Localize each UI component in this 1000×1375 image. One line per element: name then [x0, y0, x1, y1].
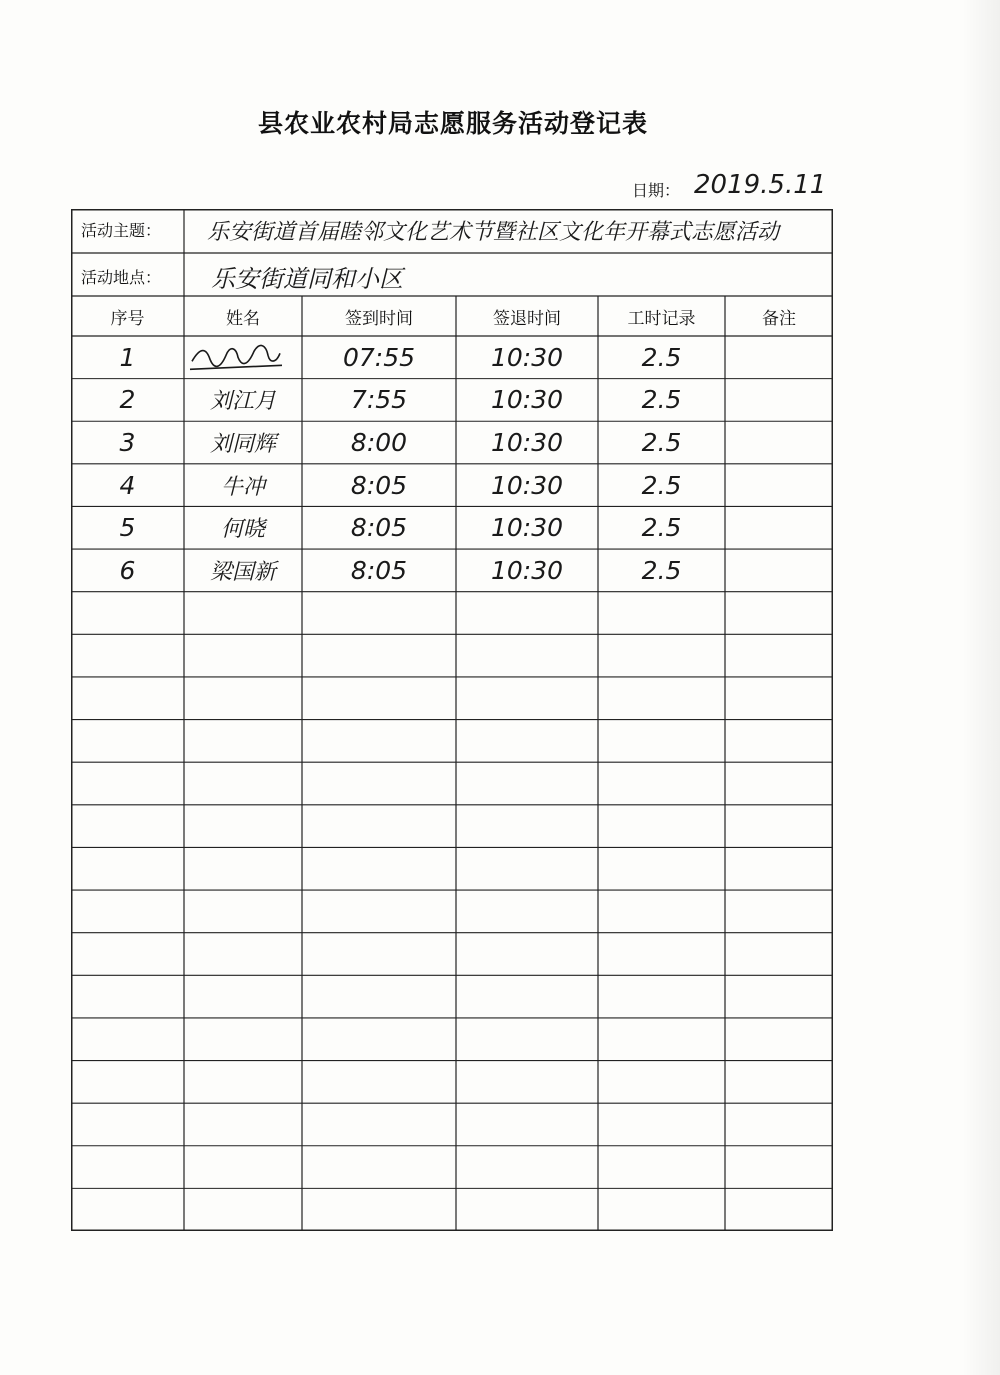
table-cell-hours-record: 2.5	[641, 342, 682, 372]
table-cell-sign-out-time: 10:30	[490, 470, 564, 500]
table-cell-volunteer-name: 梁国新	[209, 559, 276, 585]
table-cell-remarks	[725, 421, 833, 464]
column-header: 备注	[762, 308, 796, 329]
table-cell-remarks	[725, 336, 833, 379]
table-cell-row-number: 3	[119, 428, 136, 458]
table-cell-sign-in-time: 8:00	[350, 428, 408, 458]
table-cell-row-number: 4	[119, 470, 136, 500]
table-cell-remarks	[725, 549, 833, 592]
table-cell-remarks	[725, 464, 833, 507]
table-cell-sign-out-time: 10:30	[490, 555, 564, 585]
date-value: 2019.5.11	[694, 170, 827, 200]
table-cell-sign-in-time: 07:55	[342, 342, 416, 372]
column-header: 签退时间	[493, 308, 561, 329]
table-cell-volunteer-name: 刘江月	[209, 389, 276, 415]
column-header: 签到时间	[345, 308, 413, 329]
activity-location-label: 活动地点：	[81, 267, 162, 287]
table-cell-hours-record: 2.5	[641, 555, 682, 585]
table-cell-hours-record: 2.5	[641, 513, 682, 543]
activity-location-value: 乐安街道同和小区	[211, 264, 403, 293]
activity-topic-value: 乐安街道首届睦邻文化艺术节暨社区文化年开幕式志愿活动	[207, 219, 780, 245]
column-header: 姓名	[226, 308, 260, 329]
table-cell-row-number: 1	[119, 342, 136, 372]
table-cell-sign-out-time: 10:30	[490, 385, 564, 415]
table-cell-sign-in-time: 7:55	[350, 385, 408, 415]
activity-topic-label: 活动主题：	[81, 220, 162, 240]
table-cell-row-number: 6	[119, 555, 136, 585]
table-cell-sign-out-time: 10:30	[490, 513, 564, 543]
table-cell-hours-record: 2.5	[641, 470, 682, 500]
form-title: 县农业农村局志愿服务活动登记表	[257, 109, 648, 138]
registration-table	[71, 209, 833, 1231]
date-label: 日期：	[632, 181, 681, 200]
table-cell-remarks	[725, 506, 833, 549]
table-cell-hours-record: 2.5	[641, 385, 682, 415]
column-header: 序号	[110, 308, 145, 329]
table-cell-row-number: 2	[119, 385, 136, 415]
table-cell-volunteer-name: 牛冲	[220, 474, 265, 500]
page-edge-shadow	[962, 0, 1000, 1375]
table-cell-sign-in-time: 8:05	[350, 555, 408, 585]
table-cell-remarks	[725, 379, 833, 422]
table-cell-volunteer-name: 刘同辉	[209, 432, 276, 458]
table-cell-volunteer-name	[184, 336, 302, 379]
column-header: 工时记录	[627, 308, 696, 329]
table-cell-hours-record: 2.5	[641, 428, 682, 458]
table-cell-sign-in-time: 8:05	[350, 470, 408, 500]
table-cell-volunteer-name: 何晓	[220, 517, 265, 543]
table-cell-sign-in-time: 8:05	[350, 513, 408, 543]
table-cell-sign-out-time: 10:30	[490, 428, 564, 458]
table-cell-row-number: 5	[119, 513, 136, 543]
table-cell-sign-out-time: 10:30	[490, 342, 564, 372]
